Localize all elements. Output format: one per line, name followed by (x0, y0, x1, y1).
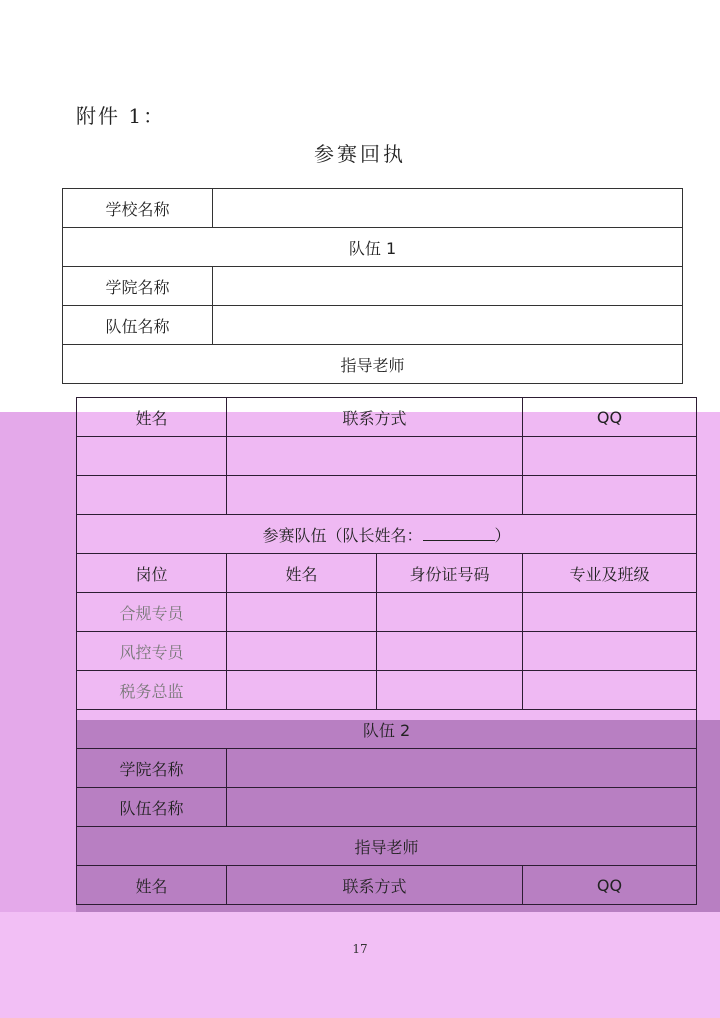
table-row (63, 345, 683, 384)
advisor-contact-cell[interactable] (227, 476, 523, 515)
table-row (63, 189, 683, 228)
table-row (63, 267, 683, 306)
page-number: 17 (352, 942, 368, 956)
team2-advisor-heading: 指导老师 (77, 827, 697, 866)
table-row (77, 827, 697, 866)
advisor-heading: 指导老师 (63, 345, 683, 384)
registration-form-top (62, 188, 683, 384)
team2-heading: 队伍 2 (77, 710, 697, 749)
table-row (63, 306, 683, 345)
id-number-cell[interactable] (377, 632, 523, 671)
participants-heading-prefix: 参赛队伍（队长姓名： (262, 525, 423, 545)
advisor-name-header: 姓名 (77, 398, 227, 437)
team1-heading: 队伍 1 (63, 228, 683, 267)
college-name-label: 学院名称 (63, 267, 213, 306)
attachment-label: 附件 1： (76, 104, 166, 128)
registration-form-bottom (76, 397, 697, 905)
id-number-header: 身份证号码 (377, 554, 523, 593)
table-row (77, 749, 697, 788)
advisor-qq-cell[interactable] (523, 476, 697, 515)
table-row (63, 228, 683, 267)
pink-left-strip (0, 412, 76, 912)
table-row (77, 788, 697, 827)
participants-heading (77, 515, 697, 554)
participants-heading-suffix: ） (494, 525, 511, 545)
major-class-header: 专业及班级 (523, 554, 697, 593)
major-class-cell[interactable] (523, 671, 697, 710)
team2-advisor-contact-header: 联系方式 (227, 866, 523, 905)
table-row (77, 593, 697, 632)
table-row (77, 476, 697, 515)
participant-name-cell[interactable] (227, 593, 377, 632)
participant-name-cell[interactable] (227, 671, 377, 710)
college-name-field[interactable] (213, 267, 683, 306)
school-name-field[interactable] (213, 189, 683, 228)
team-name-label: 队伍名称 (63, 306, 213, 345)
table-row (77, 398, 697, 437)
team2-team-name-field[interactable] (227, 788, 697, 827)
table-row (77, 671, 697, 710)
pink-bottom-band (0, 912, 720, 1018)
participant-name-header: 姓名 (227, 554, 377, 593)
table-row (77, 515, 697, 554)
table-row (77, 866, 697, 905)
role-header: 岗位 (77, 554, 227, 593)
team2-college-label: 学院名称 (77, 749, 227, 788)
advisor-name-cell[interactable] (77, 437, 227, 476)
id-number-cell[interactable] (377, 593, 523, 632)
advisor-qq-header: QQ (523, 398, 697, 437)
advisor-contact-cell[interactable] (227, 437, 523, 476)
role-tax-director: 税务总监 (77, 671, 227, 710)
table-row (77, 632, 697, 671)
team2-college-field[interactable] (227, 749, 697, 788)
role-compliance: 合规专员 (77, 593, 227, 632)
major-class-cell[interactable] (523, 593, 697, 632)
advisor-contact-header: 联系方式 (227, 398, 523, 437)
table-row (77, 437, 697, 476)
team-name-field[interactable] (213, 306, 683, 345)
captain-name-blank[interactable] (423, 526, 495, 541)
team2-advisor-qq-header: QQ (523, 866, 697, 905)
advisor-name-cell[interactable] (77, 476, 227, 515)
table-row (77, 554, 697, 593)
document-title: 参赛回执 (314, 142, 406, 166)
school-name-label: 学校名称 (63, 189, 213, 228)
participant-name-cell[interactable] (227, 632, 377, 671)
id-number-cell[interactable] (377, 671, 523, 710)
role-risk-control: 风控专员 (77, 632, 227, 671)
team2-advisor-name-header: 姓名 (77, 866, 227, 905)
advisor-qq-cell[interactable] (523, 437, 697, 476)
major-class-cell[interactable] (523, 632, 697, 671)
team2-team-name-label: 队伍名称 (77, 788, 227, 827)
table-row (77, 710, 697, 749)
